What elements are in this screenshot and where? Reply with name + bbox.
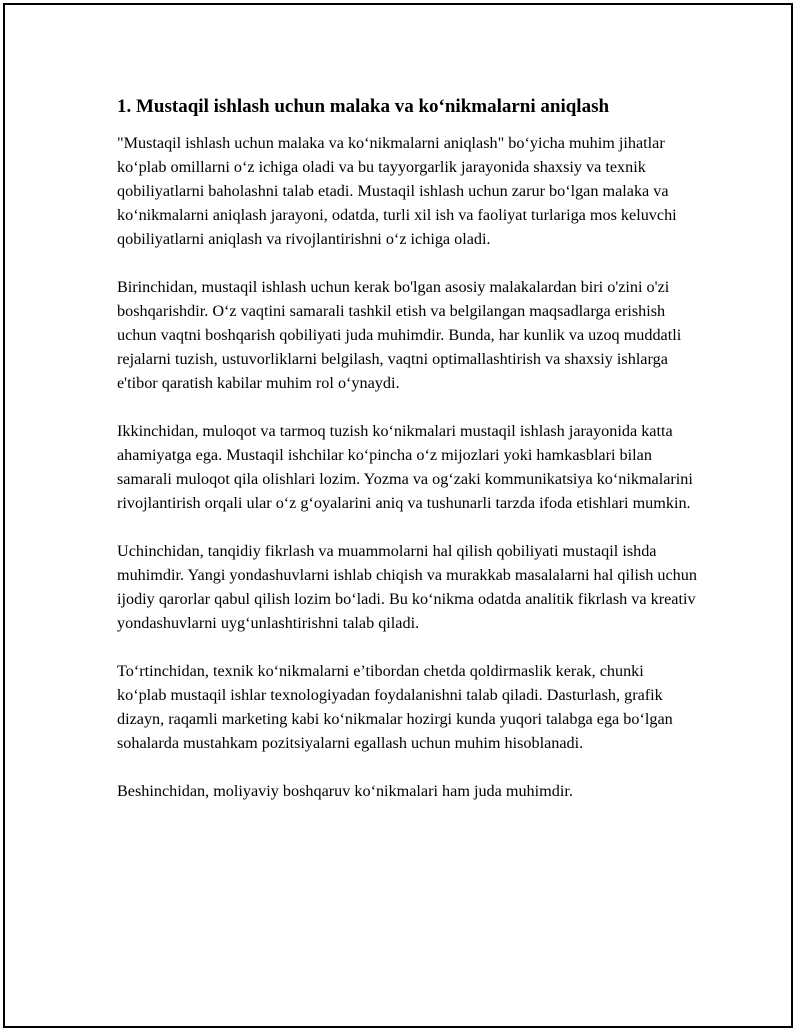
paragraph-intro: "Mustaqil ishlash uchun malaka va ko‘nikmalarni aniqlash" bo‘yicha muhim jihatlar ko‘plab omillarni o‘z ichiga oladi va bu tayyorgarlik jarayonida shaxsiy va texnik qobiliyatlarni baholashni talab etadi. Mustaqil ishlash uchun zarur bo‘lgan malaka va ko‘nikmalarni aniqlash jarayoni, odatda, turli xil ish va faoliyat turlariga mos keluvchi qobiliyatlarni aniqlash va rivojlantirishni o‘z ichiga oladi. bbox=[117, 134, 677, 248]
document-body bbox=[117, 95, 697, 827]
paragraph-first-point: Birinchidan, mustaqil ishlash uchun kerak bo'lgan asosiy malakalardan biri o'zini o'zi boshqarishdir. O‘z vaqtini samarali tashkil etish va belgilangan maqsadlarga erishish uchun vaqtni boshqarish qobiliyati juda muhimdir. Bunda, har kunlik va uzoq muddatli rejalarni tuzish, ustuvorliklarni belgilash, vaqtni optimallashtirish va shaxsiy ishlarga e'tibor qaratish kabilar muhim rol o‘ynaydi. bbox=[117, 278, 682, 392]
paragraph-second-point: Ikkinchidan, muloqot va tarmoq tuzish ko‘nikmalari mustaqil ishlash jarayonida katta ahamiyatga ega. Mustaqil ishchilar ko‘pincha o‘z mijozlari yoki hamkasblari bilan samarali muloqot qila olishlari lozim. Yozma va og‘zaki kommunikatsiya ko‘nikmalarini rivojlantirish orqali ular o‘z g‘oyalarini aniq va tushunarli tarzda ifoda etishlari mumkin. bbox=[117, 422, 693, 512]
section-heading: 1. Mustaqil ishlash uchun malaka va ko‘nikmalarni aniqlash bbox=[117, 96, 610, 117]
paragraph-third-point: Uchinchidan, tanqidiy fikrlash va muammolarni hal qilish qobiliyati mustaqil ishda muhimdir. Yangi yondashuvlarni ishlab chiqish va murakkab masalalarni hal qilish uchun ijodiy qarorlar qabul qilish lozim bo‘ladi. Bu ko‘nikma odatda analitik fikrlash va kreativ yondashuvlarni uyg‘unlashtirishni talab qiladi. bbox=[117, 542, 697, 632]
paragraph-fifth-point: Beshinchidan, moliyaviy boshqaruv ko‘nikmalari ham juda muhimdir. bbox=[117, 782, 573, 800]
paragraph-fourth-point: To‘rtinchidan, texnik ko‘nikmalarni e’tibordan chetda qoldirmaslik kerak, chunki ko‘plab mustaqil ishlar texnologiyadan foydalanishni talab qiladi. Dasturlash, grafik dizayn, raqamli marketing kabi ko‘nikmalar hozirgi kunda yuqori talabga ega bo‘lgan sohalarda mustahkam pozitsiyalarni egallash uchun muhim hisoblanadi. bbox=[117, 662, 673, 752]
